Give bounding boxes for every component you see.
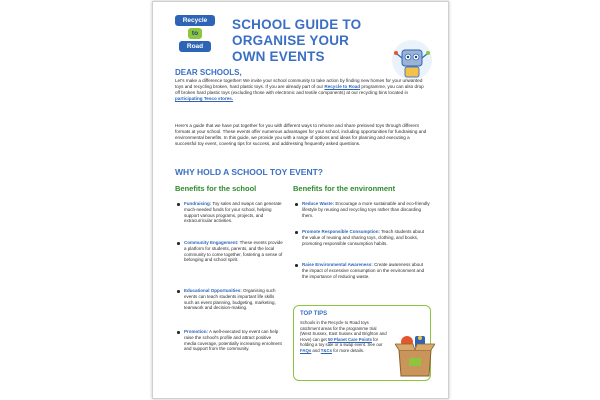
terms-link[interactable]: T&Cs: [320, 347, 333, 353]
logo-to: to: [188, 28, 202, 39]
top-tips-heading: TOP TIPS: [300, 311, 328, 317]
list-item: [184, 288, 284, 311]
school-benefits-heading: Benefits for the school: [175, 184, 257, 193]
faqs-link[interactable]: FAQs: [300, 347, 312, 353]
intro-paragraph-1: [175, 78, 425, 102]
tips-text-c: and: [311, 347, 321, 353]
tips-text-a: Schools in the Recycle to Road toys catchment areas for the programme trial (West Sussex, East Sussex and Brighton and Hove) can get: [300, 320, 387, 342]
robot-mascot-icon: [385, 38, 439, 82]
bullet-title: Reduce Waste:: [302, 201, 335, 206]
bullet-title: Promotion:: [184, 329, 208, 334]
why-heading: WHY HOLD A SCHOOL TOY EVENT?: [175, 167, 323, 177]
planet-care-points-link[interactable]: 50 Planet Care Points: [327, 336, 372, 342]
list-item: [302, 262, 430, 279]
list-item: [302, 201, 430, 218]
list-item: [184, 329, 284, 352]
toy-box-icon: [395, 332, 435, 378]
bullet-title: Community Engagement:: [184, 240, 239, 245]
top-tips-text: [300, 320, 388, 354]
intro-text-a: Let's make a difference together! We invite your school community to take action by finding new homes for your unwanted toys and recycling broken, hard plastic toys. If you are already part of our: [175, 78, 423, 89]
page-title: SCHOOL GUIDE TO ORGANISE YOUR OWN EVENTS: [232, 17, 362, 64]
recycle-to-road-link[interactable]: Recycle to Road: [324, 84, 361, 89]
logo-road: Road: [179, 41, 211, 52]
bullet-text: A well-executed toy event can help raise the school's profile and attract positive media coverage, potentially increasing enrolment and support from the community.: [184, 329, 282, 352]
bullet-text: These events provide a platform for students, parents, and the local community to come together, fostering a sense of belonging and school spirit.: [184, 240, 283, 263]
tesco-stores-link[interactable]: participating Tesco stores.: [175, 96, 234, 101]
intro-paragraph-2: Here's a guide that we have put together for you with different ways to rehome and share preloved toys through different formats at your school. These events offer numerous advantages for your school, including opportunities for fundraising and environmental benefits. In this guide, we provide you with a range of options and ideas for planning and executing a successful toy event, covering tips for success, and addressing frequently asked questions.: [175, 123, 427, 146]
environment-benefits-heading: Benefits for the environment: [293, 184, 396, 193]
intro-text-b: programme, you can also drop off broken hard plastic toys (excluding those with electronic and textile components) at our recycling bins located in: [175, 84, 424, 95]
bullet-text: Toy sales and swaps can generate much-needed funds for your school, helping support various programs, projects, and extracurricular activities.: [184, 201, 282, 224]
bullet-title: Educational Opportunities:: [184, 288, 242, 293]
greeting: DEAR SCHOOLS,: [175, 68, 242, 77]
bullet-title: Raise Environmental Awareness:: [302, 262, 373, 267]
bullet-text: Encourage a more sustainable and eco-friendly lifestyle by reusing and recycling toys rather than discarding them.: [302, 201, 430, 218]
recycle-to-road-logo: [175, 15, 215, 53]
list-item: [184, 240, 284, 263]
tips-text-d: for more details.: [332, 347, 365, 353]
list-item: [302, 229, 430, 246]
bullet-text: Organising such events can teach students important life skills such as event planning, budgeting, marketing, teamwork and decision-making.: [184, 288, 276, 311]
bullet-text: Create awareness about the impact of excessive consumption on the environment and the importance of reducing waste.: [302, 262, 425, 279]
bullet-title: Promote Responsible Consumption:: [302, 229, 381, 234]
logo-recycle: Recycle: [175, 15, 215, 26]
tips-text-b: for holding a toy sale or a swap event. See our: [300, 336, 383, 348]
bullet-title: Fundraising:: [184, 201, 212, 206]
list-item: [184, 201, 284, 224]
bullet-text: Teach students about the value of reusing and sharing toys, clothing, and books, promoting responsible consumption habits.: [302, 229, 424, 246]
document-page: [152, 1, 449, 399]
